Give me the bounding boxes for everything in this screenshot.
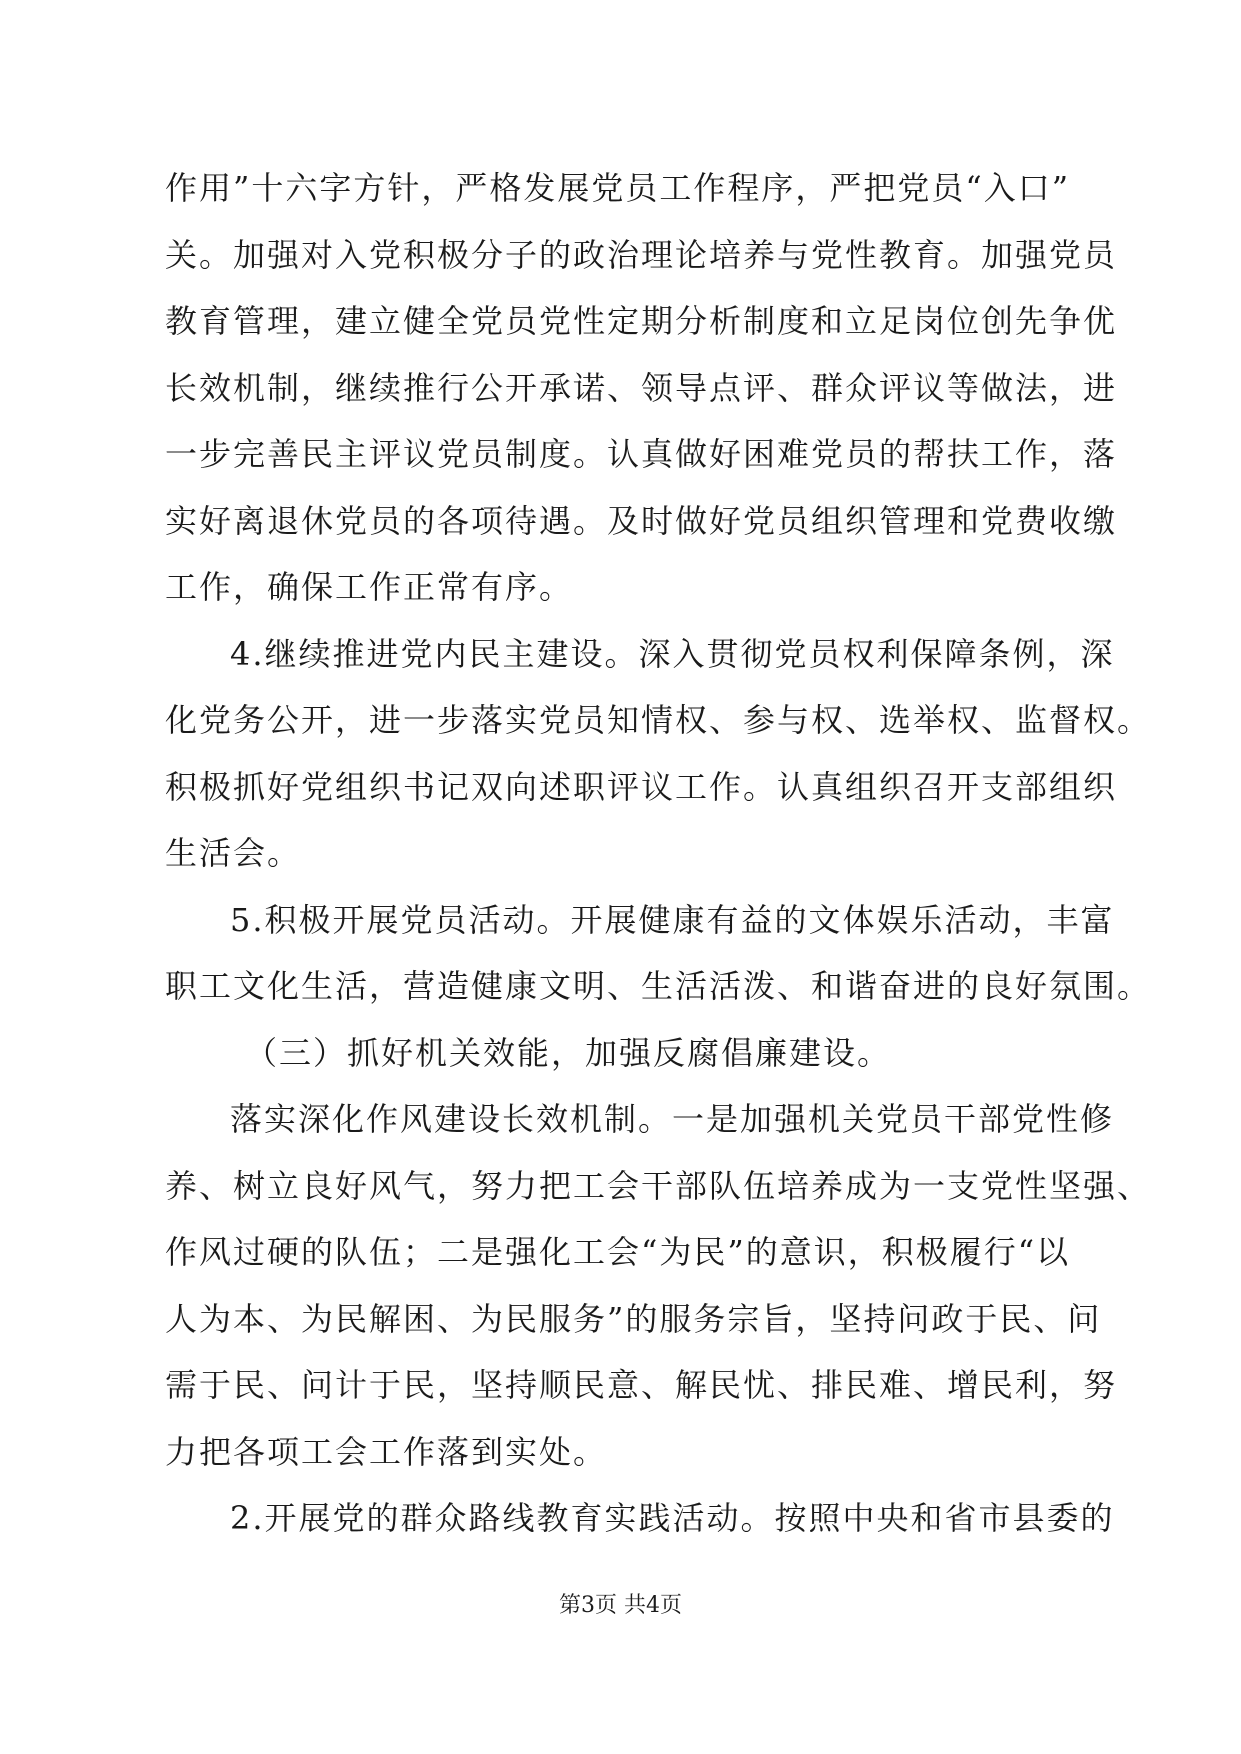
text-line-17: 作风过硬的队伍；二是强化工会“为民”的意识，积极履行“以: [165, 1233, 1071, 1271]
text-line-3: 教育管理，建立健全党员党性定期分析制度和立足岗位创先争优: [165, 302, 1118, 340]
text-line-8: 4.继续推进党内民主建设。深入贯彻党员权利保障条例，深: [230, 635, 1115, 673]
text-line-14: （三）抓好机关效能，加强反腐倡廉建设。: [245, 1034, 892, 1072]
text-line-9: 化党务公开，进一步落实党员知情权、参与权、选举权、监督权。: [165, 701, 1152, 739]
text-line-1: 作用”十六字方针，严格发展党员工作程序，严把党员“入口”: [165, 169, 1071, 207]
text-line-12: 5.积极开展党员活动。开展健康有益的文体娱乐活动，丰富: [230, 901, 1115, 939]
text-line-18: 人为本、为民解困、为民服务”的服务宗旨，坚持问政于民、问: [165, 1300, 1102, 1338]
text-line-7: 工作，确保工作正常有序。: [165, 568, 574, 606]
text-line-16: 养、树立良好风气，努力把工会干部队伍培养成为一支党性坚强、: [165, 1167, 1152, 1205]
text-line-13: 职工文化生活，营造健康文明、生活活泼、和谐奋进的良好氛围。: [165, 967, 1152, 1005]
text-line-15: 落实深化作风建设长效机制。一是加强机关党员干部党性修: [230, 1100, 1115, 1138]
text-line-4: 长效机制，继续推行公开承诺、领导点评、群众评议等做法，进: [165, 369, 1118, 407]
text-line-6: 实好离退休党员的各项待遇。及时做好党员组织管理和党费收缴: [165, 502, 1118, 540]
text-line-10: 积极抓好党组织书记双向述职评议工作。认真组织召开支部组织: [165, 768, 1118, 806]
text-line-11: 生活会。: [165, 834, 302, 872]
text-line-2: 关。加强对入党积极分子的政治理论培养与党性教育。加强党员: [165, 236, 1118, 274]
page-footer: 第3页 共4页: [559, 1593, 682, 1618]
text-line-20: 力把各项工会工作落到实处。: [165, 1433, 608, 1471]
text-line-5: 一步完善民主评议党员制度。认真做好困难党员的帮扶工作，落: [165, 435, 1118, 473]
text-line-19: 需于民、问计于民，坚持顺民意、解民忧、排民难、增民利，努: [165, 1366, 1118, 1404]
text-line-21: 2.开展党的群众路线教育实践活动。按照中央和省市县委的: [230, 1499, 1115, 1537]
